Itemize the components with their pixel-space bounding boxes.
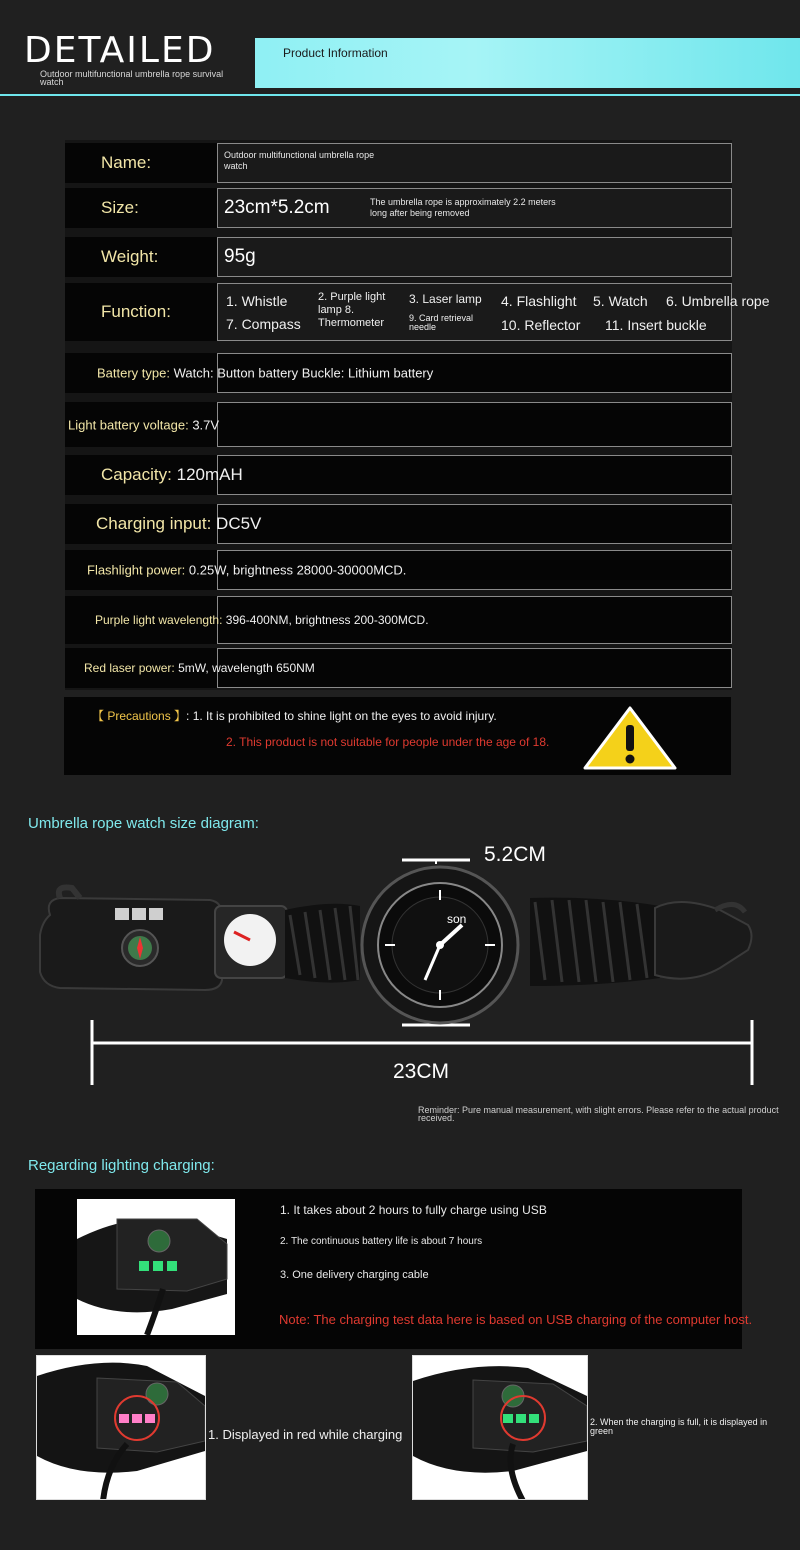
height-label: 5.2CM (484, 843, 546, 866)
spec-row-charging-input (65, 504, 732, 544)
spec-label-cell (65, 188, 217, 228)
function-item: 11. Insert buckle (605, 317, 707, 333)
charging-red-photo (36, 1355, 206, 1500)
spec-value: 95g (224, 246, 256, 267)
spec-label-cell (65, 143, 217, 183)
charging-heading: Regarding lighting charging: (28, 1157, 215, 1174)
precautions-box (64, 697, 731, 775)
charging-photo (77, 1199, 235, 1335)
function-item: 5. Watch (593, 293, 648, 309)
charging-line-2: 2. The continuous battery life is about 7 hours (280, 1236, 483, 1247)
spec-label: Size: (101, 198, 139, 217)
spec-value: 3.7V (192, 417, 220, 432)
spec-row-capacity (65, 455, 732, 495)
function-item: 9. Card retrieval needle (409, 313, 474, 332)
spec-label: Light battery voltage: (68, 417, 189, 432)
function-item: 7. Compass (226, 316, 301, 332)
charging-green-caption: 2. When the charging is full, it is displayed in green (590, 1417, 768, 1436)
spec-label: Name: (101, 153, 152, 172)
charging-line-3: 3. One delivery charging cable (280, 1269, 429, 1281)
spec-label: Charging input: (96, 514, 212, 533)
spec-label: Purple light wavelength: (95, 613, 223, 627)
spec-row-voltage (65, 402, 732, 447)
spec-value-cell (217, 283, 770, 341)
spec-value-cell (217, 143, 732, 183)
watch-brand-text: son (447, 912, 467, 926)
function-item: 10. Reflector (501, 317, 581, 333)
spec-label-cell (65, 283, 217, 341)
spec-row-battery (65, 353, 732, 393)
spec-label: Red laser power: (84, 661, 175, 675)
spec-label: Function: (101, 302, 171, 321)
spec-row-weight (65, 237, 732, 277)
precautions-text-1: : 1. It is prohibited to shine light on the eyes to avoid injury. (186, 709, 497, 723)
spec-value: 0.25W, brightness 28000-30000MCD. (188, 562, 407, 578)
length-label: 23CM (393, 1060, 450, 1083)
spec-row-size (65, 188, 732, 228)
size-diagram-heading: Umbrella rope watch size diagram: (28, 815, 259, 832)
spec-value-cell (217, 188, 732, 228)
row-outline (217, 455, 732, 495)
measurement-reminder: Reminder: Pure manual measurement, with slight errors. Please refer to the actual product received. (418, 1105, 779, 1123)
spec-row-name (65, 143, 732, 183)
function-item: 2. Purple light lamp 8. Thermometer (318, 291, 386, 329)
spec-row-red-laser (65, 648, 732, 688)
row-outline (217, 504, 732, 544)
warning-icon (582, 705, 678, 771)
spec-row-text (84, 661, 315, 675)
spec-row-function (65, 283, 770, 341)
spec-value-cell (217, 237, 732, 277)
spec-table (65, 140, 770, 690)
spec-value: 120mAH (176, 465, 243, 484)
precautions-line-2: 2. This product is not suitable for people under the age of 18. (226, 735, 550, 749)
spec-row-text (101, 465, 243, 485)
spec-value: DC5V (216, 514, 262, 533)
spec-row-text (87, 563, 406, 578)
spec-label: Flashlight power: (87, 562, 186, 578)
spec-value: Outdoor multifunctional umbrella rope watch (224, 150, 375, 171)
spec-note: The umbrella rope is approximately 2.2 meters long after being removed (370, 197, 556, 218)
precautions-tag: 【 Precautions 】 (92, 709, 187, 723)
spec-row-text (97, 366, 433, 381)
spec-label-cell (65, 237, 217, 277)
header-subtitle: Outdoor multifunctional umbrella rope survival watch (40, 69, 224, 87)
spec-label: Weight: (101, 247, 159, 266)
header-divider (0, 94, 800, 96)
precautions-line-1 (92, 707, 497, 724)
function-item: 1. Whistle (226, 293, 288, 309)
spec-label: Battery type: (97, 365, 170, 381)
header-bar-label: Product Information (283, 46, 388, 60)
spec-value: Watch: Button battery Buckle: Lithium battery (173, 365, 434, 381)
watch-bracelet-image (40, 867, 752, 1023)
spec-row-flashlight (65, 550, 732, 590)
charging-line-1: 1. It takes about 2 hours to fully charge using USB (280, 1203, 547, 1217)
spec-row-purple-light (65, 596, 732, 644)
charging-green-photo (412, 1355, 588, 1500)
spec-row-text (95, 613, 429, 627)
function-item: 6. Umbrella rope (666, 293, 770, 309)
charging-note: Note: The charging test data here is based on USB charging of the computer host. (279, 1312, 753, 1327)
spec-value: 5mW, wavelength 650NM (178, 661, 315, 675)
spec-row-text (68, 417, 219, 432)
charging-info-box (35, 1189, 753, 1349)
header-title: DETAILED (24, 30, 216, 71)
charging-red-caption: 1. Displayed in red while charging (208, 1427, 403, 1442)
spec-value: 396-400NM, brightness 200-300MCD. (225, 613, 429, 627)
spec-row-text (96, 514, 261, 534)
spec-value: 23cm*5.2cm (224, 197, 330, 218)
header-bar (255, 38, 800, 88)
row-outline (217, 402, 732, 447)
spec-label: Capacity: (101, 465, 172, 484)
function-item: 3. Laser lamp (409, 292, 482, 306)
function-item: 4. Flashlight (501, 293, 577, 309)
